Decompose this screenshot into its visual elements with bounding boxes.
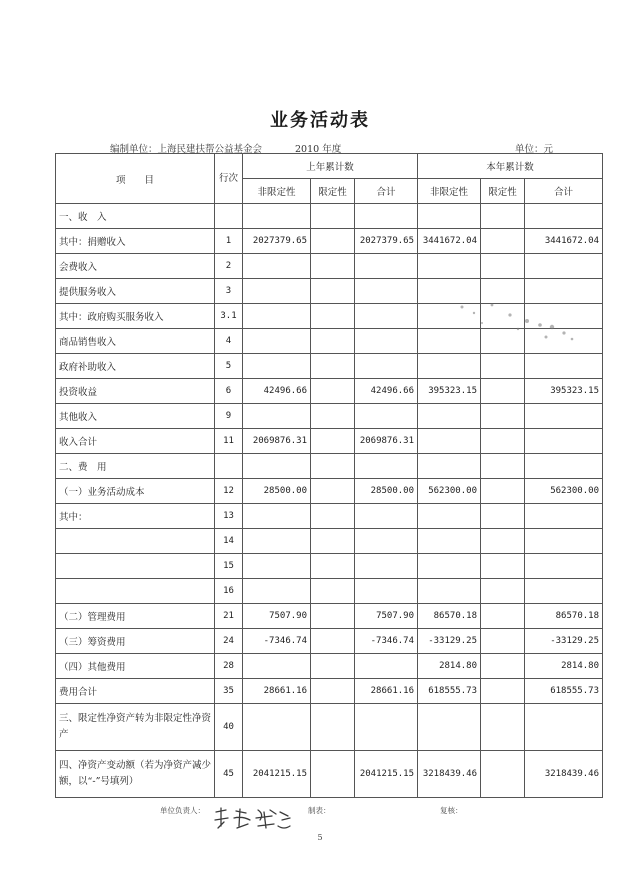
curr-restricted-cell [481, 404, 525, 429]
prev-unrestricted-cell [243, 279, 311, 304]
prev-total-cell [355, 329, 418, 354]
prev-restricted-cell [311, 454, 355, 479]
header-prev-total: 合计 [355, 179, 418, 204]
footer-reviewer-label: 复核： [440, 806, 463, 815]
line-cell [215, 204, 243, 229]
table-row [56, 454, 603, 479]
item-cell: 费用合计 [56, 679, 215, 704]
prev-unrestricted-cell [243, 529, 311, 554]
prev-unrestricted-cell [243, 354, 311, 379]
table-row [56, 429, 603, 454]
prev-restricted-cell [311, 704, 355, 751]
table-row [56, 654, 603, 679]
curr-total-cell [525, 429, 603, 454]
header-prev-unrestricted: 非限定性 [243, 179, 311, 204]
item-cell: 其中：捐赠收入 [56, 229, 215, 254]
footer-leader-label: 单位负责人： [160, 806, 205, 815]
curr-unrestricted-cell [418, 404, 481, 429]
item-cell: 收入合计 [56, 429, 215, 454]
line-cell: 1 [215, 229, 243, 254]
item-cell: 其他收入 [56, 404, 215, 429]
prev-total-cell [355, 554, 418, 579]
prev-restricted-cell [311, 304, 355, 329]
line-cell: 11 [215, 429, 243, 454]
curr-restricted-cell [481, 629, 525, 654]
header-curr-restricted: 限定性 [481, 179, 525, 204]
prev-unrestricted-cell: 28661.16 [243, 679, 311, 704]
curr-restricted-cell [481, 479, 525, 504]
item-cell: 商品销售收入 [56, 329, 215, 354]
curr-unrestricted-cell: -33129.25 [418, 629, 481, 654]
item-cell: 其中：政府购买服务收入 [56, 304, 215, 329]
item-cell: （三）筹资费用 [56, 629, 215, 654]
prev-restricted-cell [311, 604, 355, 629]
item-cell: （四）其他费用 [56, 654, 215, 679]
table-row [56, 529, 603, 554]
line-cell: 45 [215, 751, 243, 798]
curr-restricted-cell [481, 679, 525, 704]
prev-unrestricted-cell: 2027379.65 [243, 229, 311, 254]
curr-total-cell: 2814.80 [525, 654, 603, 679]
curr-restricted-cell [481, 429, 525, 454]
curr-restricted-cell [481, 204, 525, 229]
prev-unrestricted-cell: 7507.90 [243, 604, 311, 629]
prev-restricted-cell [311, 204, 355, 229]
curr-total-cell: 618555.73 [525, 679, 603, 704]
item-cell [56, 579, 215, 604]
line-cell: 28 [215, 654, 243, 679]
currency-unit: 单位：元 [515, 144, 554, 155]
footer-preparer-label: 制表： [308, 806, 331, 815]
curr-total-cell [525, 254, 603, 279]
prev-restricted-cell [311, 504, 355, 529]
line-cell: 3.1 [215, 304, 243, 329]
prev-restricted-cell [311, 751, 355, 798]
curr-restricted-cell [481, 504, 525, 529]
curr-total-cell: 562300.00 [525, 479, 603, 504]
prev-restricted-cell [311, 229, 355, 254]
curr-total-cell: 86570.18 [525, 604, 603, 629]
curr-restricted-cell [481, 554, 525, 579]
prev-total-cell [355, 454, 418, 479]
prev-total-cell: -7346.74 [355, 629, 418, 654]
table-row [56, 629, 603, 654]
prev-unrestricted-cell [243, 554, 311, 579]
prev-unrestricted-cell: 42496.66 [243, 379, 311, 404]
header-item: 项 目 [56, 154, 215, 204]
line-cell [215, 454, 243, 479]
item-cell: 提供服务收入 [56, 279, 215, 304]
prev-total-cell [355, 254, 418, 279]
curr-total-cell: 3218439.46 [525, 751, 603, 798]
prev-restricted-cell [311, 379, 355, 404]
curr-total-cell [525, 704, 603, 751]
table-row [56, 404, 603, 429]
prev-total-cell: 28500.00 [355, 479, 418, 504]
curr-total-cell [525, 554, 603, 579]
line-cell: 4 [215, 329, 243, 354]
prev-unrestricted-cell [243, 704, 311, 751]
curr-unrestricted-cell: 3441672.04 [418, 229, 481, 254]
item-cell: 四、净资产变动额（若为净资产减少额，以“-”号填列） [56, 751, 215, 798]
prev-unrestricted-cell [243, 504, 311, 529]
curr-total-cell [525, 504, 603, 529]
prev-unrestricted-cell [243, 579, 311, 604]
item-cell: 一、收 入 [56, 204, 215, 229]
curr-restricted-cell [481, 254, 525, 279]
prev-total-cell: 28661.16 [355, 679, 418, 704]
curr-restricted-cell [481, 604, 525, 629]
prev-unrestricted-cell [243, 404, 311, 429]
curr-restricted-cell [481, 751, 525, 798]
page-number: 5 [317, 833, 323, 842]
line-cell: 40 [215, 704, 243, 751]
item-cell: 政府补助收入 [56, 354, 215, 379]
curr-unrestricted-cell [418, 554, 481, 579]
prev-unrestricted-cell: 2069876.31 [243, 429, 311, 454]
prev-unrestricted-cell [243, 329, 311, 354]
item-cell: （二）管理费用 [56, 604, 215, 629]
curr-unrestricted-cell: 2814.80 [418, 654, 481, 679]
prev-unrestricted-cell: -7346.74 [243, 629, 311, 654]
curr-unrestricted-cell: 3218439.46 [418, 751, 481, 798]
prev-total-cell [355, 304, 418, 329]
line-cell: 2 [215, 254, 243, 279]
prev-unrestricted-cell: 2041215.15 [243, 751, 311, 798]
handwritten-signature [212, 806, 292, 832]
curr-unrestricted-cell [418, 204, 481, 229]
prev-total-cell [355, 504, 418, 529]
line-cell: 24 [215, 629, 243, 654]
item-cell: 会费收入 [56, 254, 215, 279]
header-line: 行次 [215, 154, 243, 204]
curr-total-cell [525, 454, 603, 479]
line-cell: 3 [215, 279, 243, 304]
prev-unrestricted-cell [243, 204, 311, 229]
table-row [56, 229, 603, 254]
header-curr-total: 合计 [525, 179, 603, 204]
curr-restricted-cell [481, 454, 525, 479]
table-row [56, 204, 603, 229]
curr-unrestricted-cell [418, 529, 481, 554]
curr-total-cell: 3441672.04 [525, 229, 603, 254]
curr-restricted-cell [481, 229, 525, 254]
prev-restricted-cell [311, 579, 355, 604]
line-cell: 9 [215, 404, 243, 429]
prev-unrestricted-cell [243, 254, 311, 279]
curr-unrestricted-cell [418, 704, 481, 751]
stamp-smudge [452, 295, 582, 355]
curr-restricted-cell [481, 579, 525, 604]
table-row [56, 704, 603, 751]
curr-restricted-cell [481, 704, 525, 751]
prev-total-cell [355, 654, 418, 679]
item-cell: 二、费 用 [56, 454, 215, 479]
prev-restricted-cell [311, 354, 355, 379]
table-row [56, 604, 603, 629]
prev-total-cell: 42496.66 [355, 379, 418, 404]
prev-total-cell: 7507.90 [355, 604, 418, 629]
curr-total-cell [525, 529, 603, 554]
curr-total-cell [525, 354, 603, 379]
header-prev-restricted: 限定性 [311, 179, 355, 204]
prev-restricted-cell [311, 679, 355, 704]
item-cell: 投资收益 [56, 379, 215, 404]
line-cell: 16 [215, 579, 243, 604]
curr-unrestricted-cell: 562300.00 [418, 479, 481, 504]
curr-restricted-cell [481, 354, 525, 379]
item-cell: 三、限定性净资产转为非限定性净资产 [56, 704, 215, 751]
table-row [56, 751, 603, 798]
line-cell: 6 [215, 379, 243, 404]
prev-restricted-cell [311, 254, 355, 279]
prev-restricted-cell [311, 554, 355, 579]
prev-restricted-cell [311, 329, 355, 354]
curr-unrestricted-cell: 618555.73 [418, 679, 481, 704]
table-row [56, 254, 603, 279]
line-cell: 15 [215, 554, 243, 579]
prev-restricted-cell [311, 279, 355, 304]
prepared-by-org: 编制单位：上海民建扶帮公益基金会 [110, 144, 263, 155]
prev-total-cell [355, 529, 418, 554]
line-cell: 35 [215, 679, 243, 704]
table-row [56, 504, 603, 529]
prev-restricted-cell [311, 629, 355, 654]
table-row [56, 479, 603, 504]
header-curr-year: 本年累计数 [418, 154, 603, 179]
prev-total-cell [355, 404, 418, 429]
curr-unrestricted-cell: 395323.15 [418, 379, 481, 404]
curr-unrestricted-cell [418, 454, 481, 479]
report-title: 业务活动表 [270, 110, 370, 131]
line-cell: 14 [215, 529, 243, 554]
prev-restricted-cell [311, 429, 355, 454]
table-row [56, 379, 603, 404]
line-cell: 12 [215, 479, 243, 504]
prev-unrestricted-cell [243, 654, 311, 679]
table-row [56, 354, 603, 379]
prev-total-cell [355, 279, 418, 304]
prev-total-cell: 2069876.31 [355, 429, 418, 454]
prev-total-cell [355, 354, 418, 379]
table-body [56, 204, 603, 798]
curr-total-cell [525, 579, 603, 604]
curr-total-cell [525, 204, 603, 229]
curr-restricted-cell [481, 379, 525, 404]
prev-restricted-cell [311, 529, 355, 554]
item-cell: 其中： [56, 504, 215, 529]
prev-total-cell [355, 204, 418, 229]
header-prev-year: 上年累计数 [243, 154, 418, 179]
curr-restricted-cell [481, 654, 525, 679]
curr-total-cell [525, 404, 603, 429]
prev-restricted-cell [311, 404, 355, 429]
curr-unrestricted-cell [418, 354, 481, 379]
item-cell [56, 554, 215, 579]
prev-total-cell [355, 579, 418, 604]
curr-total-cell: 395323.15 [525, 379, 603, 404]
line-cell: 5 [215, 354, 243, 379]
item-cell: （一）业务活动成本 [56, 479, 215, 504]
prev-total-cell: 2041215.15 [355, 751, 418, 798]
curr-unrestricted-cell: 86570.18 [418, 604, 481, 629]
curr-unrestricted-cell [418, 579, 481, 604]
prev-unrestricted-cell [243, 454, 311, 479]
curr-unrestricted-cell [418, 254, 481, 279]
prev-total-cell: 2027379.65 [355, 229, 418, 254]
prev-restricted-cell [311, 654, 355, 679]
line-cell: 13 [215, 504, 243, 529]
prev-restricted-cell [311, 479, 355, 504]
prev-unrestricted-cell [243, 304, 311, 329]
item-cell [56, 529, 215, 554]
table-row [56, 554, 603, 579]
curr-restricted-cell [481, 529, 525, 554]
curr-unrestricted-cell [418, 504, 481, 529]
business-activity-table [55, 153, 603, 798]
curr-total-cell: -33129.25 [525, 629, 603, 654]
prev-total-cell [355, 704, 418, 751]
line-cell: 21 [215, 604, 243, 629]
header-curr-unrestricted: 非限定性 [418, 179, 481, 204]
table-row [56, 579, 603, 604]
report-year: 2010 年度 [295, 144, 342, 155]
table-row [56, 679, 603, 704]
curr-unrestricted-cell [418, 429, 481, 454]
prev-unrestricted-cell: 28500.00 [243, 479, 311, 504]
